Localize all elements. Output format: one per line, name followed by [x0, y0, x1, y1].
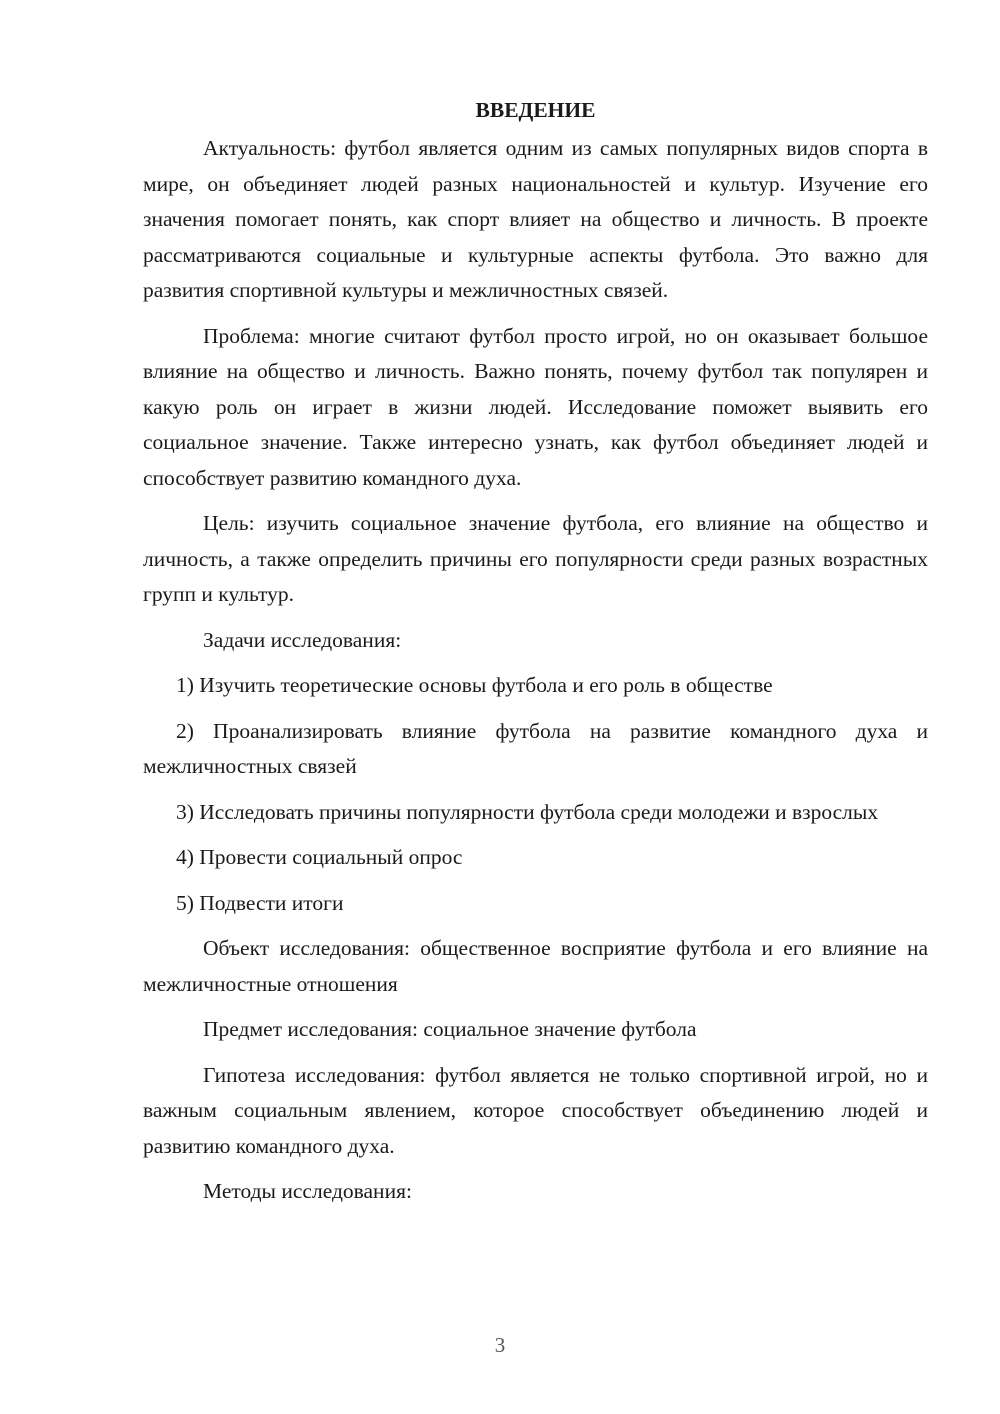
- page-number: 3: [494, 1333, 506, 1357]
- paragraph-relevance: Актуальность: футбол является одним из самых популярных видов спорта в мире, он объединяет людей разных национальностей и культур. Изучение его значения помогает понять, как спорт влияет на общество и личность. В проекте рассматриваются социальные и культурные аспекты футбола. Это важно для развития спортивной культуры и межличностных связей.: [143, 136, 928, 302]
- list-item-task-4: 4) Провести социальный опрос: [176, 845, 463, 869]
- paragraph-hypothesis: Гипотеза исследования: футбол является не только спортивной игрой, но и важным социальным явлением, которое способствует объединению людей и развитию командного духа.: [143, 1062, 928, 1158]
- paragraph-goal: Цель: изучить социальное значение футбола, его влияние на общество и личность, а также определить причины его популярности среди разных возрастных групп и культур.: [143, 511, 928, 606]
- tasks-heading: Задачи исследования:: [203, 627, 402, 652]
- methods-heading: Методы исследования:: [203, 1179, 412, 1203]
- document-page: [143, 95, 928, 1220]
- paragraph-subject: Предмет исследования: социальное значение футбола: [203, 1017, 697, 1041]
- list-item-task-5: 5) Подвести итоги: [176, 890, 344, 915]
- paragraph-problem: Проблема: многие считают футбол просто игрой, но он оказывает большое влияние на общество и личность. Важно понять, почему футбол так популярен и какую роль он играет в жизни людей. Исследование поможет выявить его социальное значение. Также интересно узнать, как футбол объединяет людей и способствует развитию командного духа.: [143, 323, 928, 490]
- list-item-task-1: 1) Изучить теоретические основы футбола и его роль в обществе: [176, 673, 773, 697]
- paragraph-object: Объект исследования: общественное восприятие футбола и его влияние на межличностные отношения: [143, 936, 928, 996]
- list-item-task-2: 2) Проанализировать влияние футбола на развитие командного духа и межличностных связей: [143, 718, 928, 778]
- list-item-task-3: 3) Исследовать причины популярности футбола среди молодежи и взрослых: [176, 799, 879, 824]
- page-title: ВВЕДЕНИЕ: [475, 98, 596, 122]
